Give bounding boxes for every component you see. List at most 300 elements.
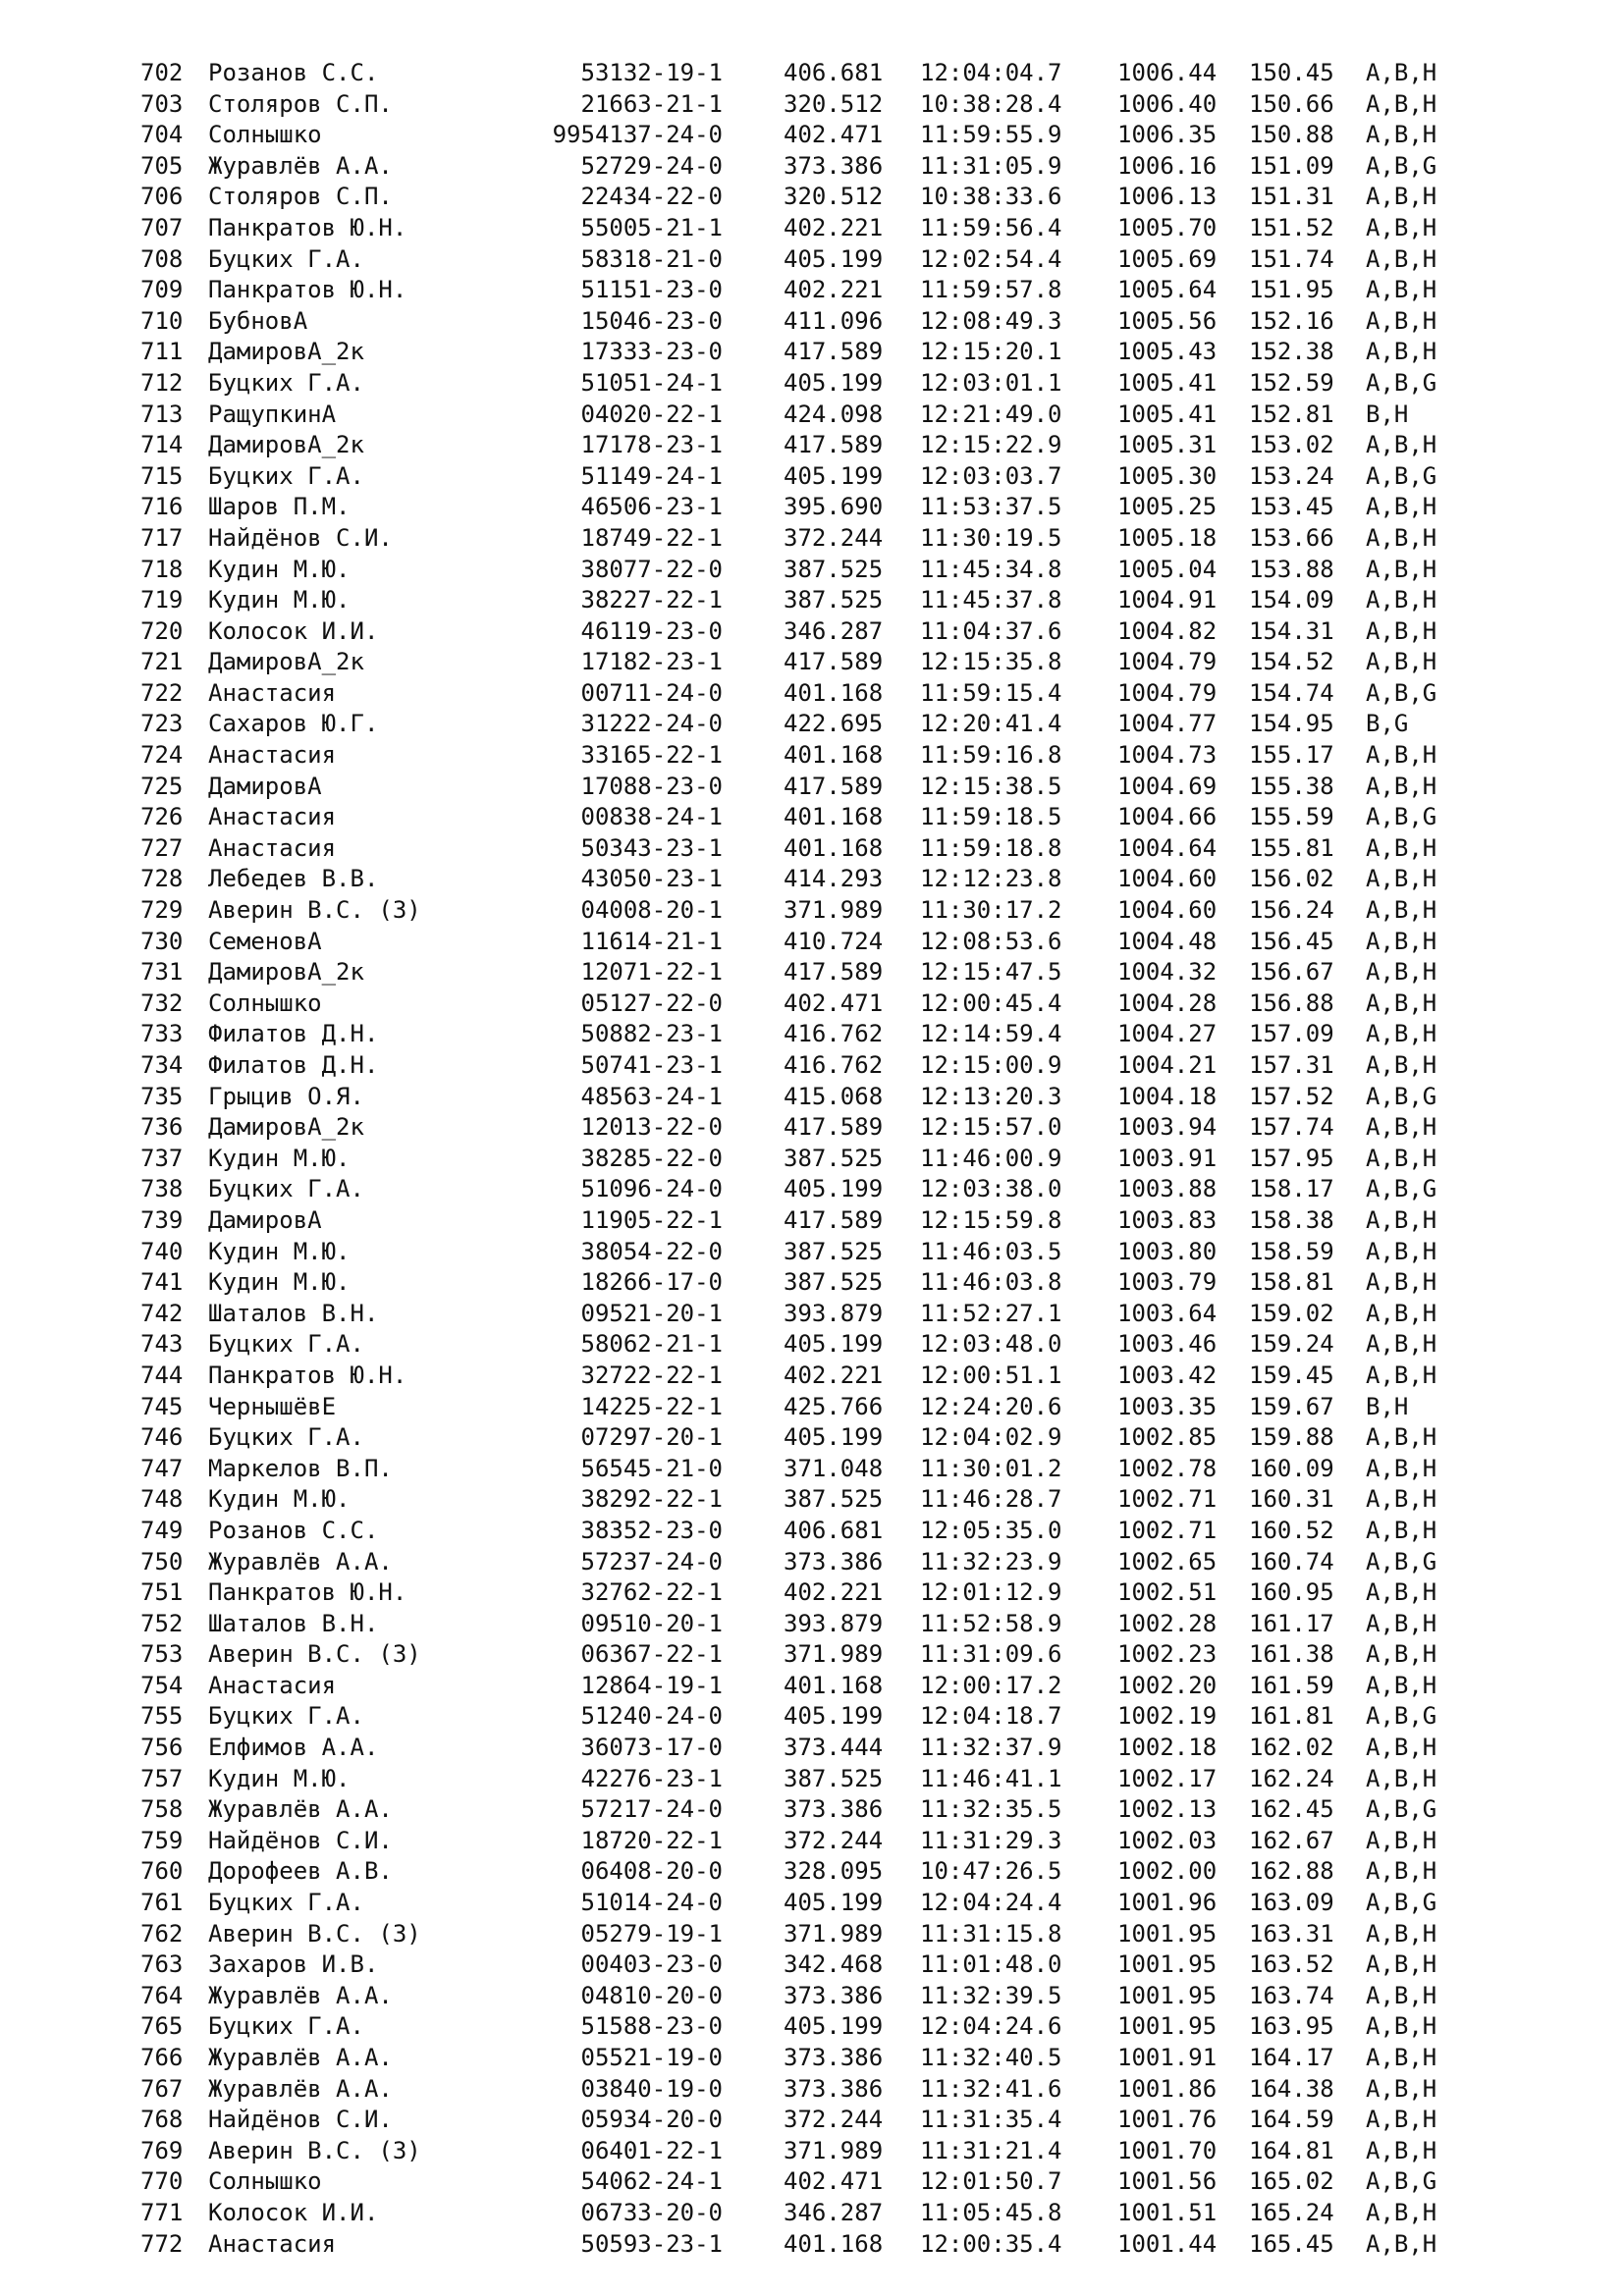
ring-number: 04020-22-1 <box>580 400 723 428</box>
coefficient: 164.17 <box>1249 2044 1334 2071</box>
entry-number: 761 <box>140 1889 184 1917</box>
fancier-name: Журавлёв А.А. <box>208 1547 393 1575</box>
classes: A,B,H <box>1366 2136 1437 2164</box>
speed: 1003.35 <box>1117 1392 1218 1420</box>
coefficient: 159.45 <box>1249 1361 1334 1389</box>
classes: A,B,H <box>1366 2198 1437 2226</box>
speed: 1006.16 <box>1117 151 1218 180</box>
fancier-name: ЧернышёвЕ <box>208 1392 337 1420</box>
distance: 372.244 <box>784 1826 884 1854</box>
arrival-time: 12:12:23.8 <box>920 865 1062 893</box>
arrival-time: 11:05:45.8 <box>920 2198 1062 2226</box>
speed: 1004.82 <box>1117 616 1218 645</box>
distance: 401.168 <box>784 741 884 770</box>
result-row <box>0 2011 1624 2043</box>
ring-number: 06401-22-1 <box>580 2136 723 2164</box>
entry-number: 757 <box>140 1764 184 1792</box>
entry-number: 745 <box>140 1392 184 1420</box>
coefficient: 155.81 <box>1249 833 1334 862</box>
result-row <box>0 1267 1624 1299</box>
entry-number: 716 <box>140 493 184 521</box>
ring-number: 06367-22-1 <box>580 1640 723 1669</box>
classes: A,B,G <box>1366 1175 1437 1203</box>
fancier-name: Кудин М.Ю. <box>208 1764 351 1792</box>
coefficient: 157.74 <box>1249 1113 1334 1142</box>
distance: 410.724 <box>784 927 884 955</box>
fancier-name: Анастасия <box>208 678 337 707</box>
arrival-time: 11:31:29.3 <box>920 1826 1062 1854</box>
fancier-name: Кудин М.Ю. <box>208 1237 351 1265</box>
arrival-time: 12:04:24.4 <box>920 1889 1062 1917</box>
ring-number: 38292-22-1 <box>580 1485 723 1514</box>
coefficient: 150.88 <box>1249 121 1334 149</box>
classes: A,B,H <box>1366 1205 1437 1234</box>
classes: A,B,H <box>1366 1671 1437 1699</box>
entry-number: 765 <box>140 2012 184 2041</box>
ring-number: 22434-22-0 <box>580 183 723 211</box>
coefficient: 154.74 <box>1249 678 1334 707</box>
fancier-name: Аверин В.С. (З) <box>208 2136 421 2164</box>
arrival-time: 11:45:34.8 <box>920 555 1062 583</box>
ring-number: 55005-21-1 <box>580 213 723 241</box>
result-row <box>0 1856 1624 1888</box>
result-row <box>0 58 1624 89</box>
fancier-name: Филатов Д.Н. <box>208 1020 379 1048</box>
result-row <box>0 1454 1624 1485</box>
classes: A,B,H <box>1366 2074 1437 2103</box>
distance: 416.762 <box>784 1051 884 1079</box>
distance: 346.287 <box>784 2198 884 2226</box>
speed: 1003.46 <box>1117 1330 1218 1359</box>
arrival-time: 12:04:24.6 <box>920 2012 1062 2041</box>
fancier-name: Солнышко <box>208 121 322 149</box>
fancier-name: Дорофеев А.В. <box>208 1857 393 1886</box>
speed: 1004.77 <box>1117 710 1218 738</box>
classes: A,B,H <box>1366 741 1437 770</box>
ring-number: 51240-24-0 <box>580 1702 723 1731</box>
arrival-time: 12:15:00.9 <box>920 1051 1062 1079</box>
coefficient: 152.38 <box>1249 338 1334 366</box>
arrival-time: 11:46:00.9 <box>920 1144 1062 1172</box>
ring-number: 38227-22-1 <box>580 586 723 614</box>
entry-number: 731 <box>140 958 184 987</box>
entry-number: 754 <box>140 1671 184 1699</box>
coefficient: 163.31 <box>1249 1919 1334 1948</box>
ring-number: 50343-23-1 <box>580 833 723 862</box>
speed: 1006.44 <box>1117 59 1218 86</box>
ring-number: 58318-21-0 <box>580 244 723 273</box>
distance: 393.879 <box>784 1299 884 1327</box>
entry-number: 760 <box>140 1857 184 1886</box>
entry-number: 762 <box>140 1919 184 1948</box>
ring-number: 12071-22-1 <box>580 958 723 987</box>
arrival-time: 12:04:02.9 <box>920 1423 1062 1452</box>
ring-number: 53132-19-1 <box>580 59 723 86</box>
entry-number: 743 <box>140 1330 184 1359</box>
arrival-time: 12:03:03.7 <box>920 461 1062 490</box>
ring-number: 00711-24-0 <box>580 678 723 707</box>
speed: 1004.91 <box>1117 586 1218 614</box>
speed: 1005.31 <box>1117 431 1218 459</box>
result-row <box>0 1826 1624 1857</box>
entry-number: 723 <box>140 710 184 738</box>
fancier-name: Филатов Д.Н. <box>208 1051 379 1079</box>
entry-number: 749 <box>140 1516 184 1544</box>
speed: 1002.71 <box>1117 1485 1218 1514</box>
result-row <box>0 2166 1624 2198</box>
distance: 387.525 <box>784 555 884 583</box>
entry-number: 729 <box>140 896 184 925</box>
classes: A,B,H <box>1366 431 1437 459</box>
entry-number: 713 <box>140 400 184 428</box>
ring-number: 06733-20-0 <box>580 2198 723 2226</box>
coefficient: 160.52 <box>1249 1516 1334 1544</box>
distance: 387.525 <box>784 586 884 614</box>
fancier-name: Панкратов Ю.Н. <box>208 276 407 304</box>
classes: A,B,H <box>1366 555 1437 583</box>
arrival-time: 12:15:57.0 <box>920 1113 1062 1142</box>
coefficient: 158.17 <box>1249 1175 1334 1203</box>
classes: B,G <box>1366 710 1409 738</box>
ring-number: 54062-24-1 <box>580 2167 723 2196</box>
distance: 387.525 <box>784 1268 884 1297</box>
ring-number: 52729-24-0 <box>580 151 723 180</box>
speed: 1004.69 <box>1117 772 1218 800</box>
result-row <box>0 1764 1624 1795</box>
ring-number: 05934-20-0 <box>580 2106 723 2134</box>
distance: 406.681 <box>784 1516 884 1544</box>
ring-number: 17182-23-1 <box>580 648 723 676</box>
arrival-time: 12:01:50.7 <box>920 2167 1062 2196</box>
arrival-time: 11:32:35.5 <box>920 1795 1062 1824</box>
classes: A,B,H <box>1366 2106 1437 2134</box>
classes: A,B,H <box>1366 1299 1437 1327</box>
coefficient: 152.16 <box>1249 306 1334 335</box>
arrival-time: 12:15:59.8 <box>920 1205 1062 1234</box>
coefficient: 159.02 <box>1249 1299 1334 1327</box>
arrival-time: 12:00:45.4 <box>920 988 1062 1017</box>
entry-number: 748 <box>140 1485 184 1514</box>
ring-number: 51149-24-1 <box>580 461 723 490</box>
classes: A,B,H <box>1366 1857 1437 1886</box>
speed: 1002.28 <box>1117 1609 1218 1637</box>
ring-number: 33165-22-1 <box>580 741 723 770</box>
result-row <box>0 678 1624 710</box>
ring-number: 05127-22-0 <box>580 988 723 1017</box>
entry-number: 756 <box>140 1734 184 1762</box>
result-row <box>0 957 1624 988</box>
entry-number: 709 <box>140 276 184 304</box>
coefficient: 157.95 <box>1249 1144 1334 1172</box>
coefficient: 161.17 <box>1249 1609 1334 1637</box>
ring-number: 46119-23-0 <box>580 616 723 645</box>
arrival-time: 12:05:35.0 <box>920 1516 1062 1544</box>
entry-number: 746 <box>140 1423 184 1452</box>
fancier-name: Найдёнов С.И. <box>208 523 393 552</box>
fancier-name: Буцких Г.А. <box>208 368 364 397</box>
ring-number: 17088-23-0 <box>580 772 723 800</box>
speed: 1003.94 <box>1117 1113 1218 1142</box>
ring-number: 50882-23-1 <box>580 1020 723 1048</box>
distance: 417.589 <box>784 431 884 459</box>
arrival-time: 12:15:20.1 <box>920 338 1062 366</box>
fancier-name: Буцких Г.А. <box>208 2012 364 2041</box>
classes: A,B,H <box>1366 1950 1437 1979</box>
entry-number: 758 <box>140 1795 184 1824</box>
fancier-name: Журавлёв А.А. <box>208 1981 393 2009</box>
classes: A,B,H <box>1366 89 1437 118</box>
arrival-time: 11:59:57.8 <box>920 276 1062 304</box>
fancier-name: Буцких Г.А. <box>208 1702 364 1731</box>
arrival-time: 12:15:38.5 <box>920 772 1062 800</box>
speed: 1003.80 <box>1117 1237 1218 1265</box>
fancier-name: Журавлёв А.А. <box>208 151 393 180</box>
arrival-time: 11:59:16.8 <box>920 741 1062 770</box>
fancier-name: Аверин В.С. (З) <box>208 896 421 925</box>
fancier-name: Елфимов А.А. <box>208 1734 379 1762</box>
speed: 1004.60 <box>1117 896 1218 925</box>
entry-number: 767 <box>140 2074 184 2103</box>
classes: A,B,G <box>1366 151 1437 180</box>
coefficient: 162.24 <box>1249 1764 1334 1792</box>
speed: 1004.21 <box>1117 1051 1218 1079</box>
entry-number: 718 <box>140 555 184 583</box>
classes: A,B,H <box>1366 1485 1437 1514</box>
fancier-name: Найдёнов С.И. <box>208 2106 393 2134</box>
entry-number: 720 <box>140 616 184 645</box>
arrival-time: 11:32:37.9 <box>920 1734 1062 1762</box>
arrival-time: 11:53:37.5 <box>920 493 1062 521</box>
classes: A,B,G <box>1366 2167 1437 2196</box>
entry-number: 717 <box>140 523 184 552</box>
speed: 1005.56 <box>1117 306 1218 335</box>
ring-number: 9954137-24-0 <box>552 121 723 149</box>
result-row <box>0 555 1624 586</box>
coefficient: 158.38 <box>1249 1205 1334 1234</box>
arrival-time: 12:04:04.7 <box>920 59 1062 86</box>
result-row <box>0 1949 1624 1981</box>
entry-number: 706 <box>140 183 184 211</box>
result-row <box>0 1919 1624 1950</box>
speed: 1005.69 <box>1117 244 1218 273</box>
entry-number: 725 <box>140 772 184 800</box>
ring-number: 17333-23-0 <box>580 338 723 366</box>
speed: 1003.83 <box>1117 1205 1218 1234</box>
distance: 417.589 <box>784 338 884 366</box>
result-row <box>0 523 1624 555</box>
coefficient: 163.52 <box>1249 1950 1334 1979</box>
result-row <box>0 1422 1624 1454</box>
fancier-name: Солнышко <box>208 988 322 1017</box>
ring-number: 38054-22-0 <box>580 1237 723 1265</box>
entry-number: 711 <box>140 338 184 366</box>
classes: A,B,G <box>1366 1702 1437 1731</box>
ring-number: 32762-22-1 <box>580 1578 723 1607</box>
result-row <box>0 2198 1624 2229</box>
result-row <box>0 1299 1624 1330</box>
ring-number: 12013-22-0 <box>580 1113 723 1142</box>
result-row <box>0 1794 1624 1826</box>
distance: 395.690 <box>784 493 884 521</box>
speed: 1001.56 <box>1117 2167 1218 2196</box>
result-row <box>0 2229 1624 2261</box>
fancier-name: БубновА <box>208 306 308 335</box>
result-row <box>0 895 1624 927</box>
coefficient: 156.88 <box>1249 988 1334 1017</box>
entry-number: 752 <box>140 1609 184 1637</box>
arrival-time: 11:04:37.6 <box>920 616 1062 645</box>
ring-number: 21663-21-1 <box>580 89 723 118</box>
entry-number: 768 <box>140 2106 184 2134</box>
ring-number: 18749-22-1 <box>580 523 723 552</box>
entry-number: 772 <box>140 2229 184 2258</box>
result-row <box>0 709 1624 740</box>
fancier-name: Панкратов Ю.Н. <box>208 1578 407 1607</box>
ring-number: 05521-19-0 <box>580 2044 723 2071</box>
coefficient: 158.81 <box>1249 1268 1334 1297</box>
fancier-name: Колосок И.И. <box>208 616 379 645</box>
result-row <box>0 151 1624 183</box>
distance: 371.989 <box>784 896 884 925</box>
result-row <box>0 1609 1624 1640</box>
fancier-name: Найдёнов С.И. <box>208 1826 393 1854</box>
ring-number: 56545-21-0 <box>580 1454 723 1482</box>
distance: 405.199 <box>784 244 884 273</box>
coefficient: 161.81 <box>1249 1702 1334 1731</box>
speed: 1002.20 <box>1117 1671 1218 1699</box>
entry-number: 741 <box>140 1268 184 1297</box>
distance: 417.589 <box>784 1205 884 1234</box>
arrival-time: 12:02:54.4 <box>920 244 1062 273</box>
arrival-time: 11:01:48.0 <box>920 1950 1062 1979</box>
speed: 1002.19 <box>1117 1702 1218 1731</box>
result-row <box>0 1050 1624 1082</box>
classes: A,B,H <box>1366 276 1437 304</box>
classes: A,B,H <box>1366 183 1437 211</box>
entry-number: 732 <box>140 988 184 1017</box>
distance: 405.199 <box>784 461 884 490</box>
result-row <box>0 647 1624 678</box>
classes: A,B,H <box>1366 1578 1437 1607</box>
fancier-name: ДамировА <box>208 1205 322 1234</box>
distance: 402.221 <box>784 276 884 304</box>
speed: 1003.79 <box>1117 1268 1218 1297</box>
fancier-name: Захаров И.В. <box>208 1950 379 1979</box>
entry-number: 766 <box>140 2044 184 2071</box>
ring-number: 36073-17-0 <box>580 1734 723 1762</box>
ring-number: 57237-24-0 <box>580 1547 723 1575</box>
fancier-name: Шаталов В.Н. <box>208 1299 379 1327</box>
result-row <box>0 1237 1624 1268</box>
arrival-time: 12:15:35.8 <box>920 648 1062 676</box>
fancier-name: Анастасия <box>208 2229 337 2258</box>
coefficient: 162.88 <box>1249 1857 1334 1886</box>
result-row <box>0 1392 1624 1423</box>
classes: A,B,H <box>1366 1051 1437 1079</box>
result-row <box>0 1516 1624 1547</box>
fancier-name: Буцких Г.А. <box>208 244 364 273</box>
arrival-time: 12:01:12.9 <box>920 1578 1062 1607</box>
speed: 1006.35 <box>1117 121 1218 149</box>
coefficient: 153.24 <box>1249 461 1334 490</box>
distance: 417.589 <box>784 772 884 800</box>
arrival-time: 11:59:55.9 <box>920 121 1062 149</box>
distance: 406.681 <box>784 59 884 86</box>
arrival-time: 12:00:35.4 <box>920 2229 1062 2258</box>
distance: 401.168 <box>784 803 884 831</box>
classes: A,B,H <box>1366 2012 1437 2041</box>
result-row <box>0 213 1624 244</box>
speed: 1001.51 <box>1117 2198 1218 2226</box>
fancier-name: Буцких Г.А. <box>208 1889 364 1917</box>
speed: 1001.91 <box>1117 2044 1218 2071</box>
distance: 371.989 <box>784 1919 884 1948</box>
speed: 1001.95 <box>1117 2012 1218 2041</box>
arrival-time: 12:08:53.6 <box>920 927 1062 955</box>
entry-number: 737 <box>140 1144 184 1172</box>
coefficient: 163.95 <box>1249 2012 1334 2041</box>
distance: 411.096 <box>784 306 884 335</box>
speed: 1004.48 <box>1117 927 1218 955</box>
classes: A,B,G <box>1366 368 1437 397</box>
result-row <box>0 2074 1624 2106</box>
classes: A,B,G <box>1366 803 1437 831</box>
distance: 402.471 <box>784 2167 884 2196</box>
coefficient: 165.02 <box>1249 2167 1334 2196</box>
entry-number: 771 <box>140 2198 184 2226</box>
classes: A,B,H <box>1366 1826 1437 1854</box>
result-row <box>0 864 1624 895</box>
entry-number: 755 <box>140 1702 184 1731</box>
classes: A,B,H <box>1366 306 1437 335</box>
entry-number: 769 <box>140 2136 184 2164</box>
entry-number: 759 <box>140 1826 184 1854</box>
ring-number: 09510-20-1 <box>580 1609 723 1637</box>
arrival-time: 11:32:23.9 <box>920 1547 1062 1575</box>
classes: A,B,H <box>1366 648 1437 676</box>
ring-number: 48563-24-1 <box>580 1082 723 1110</box>
speed: 1002.85 <box>1117 1423 1218 1452</box>
fancier-name: РащупкинА <box>208 400 337 428</box>
entry-number: 753 <box>140 1640 184 1669</box>
arrival-time: 12:14:59.4 <box>920 1020 1062 1048</box>
coefficient: 163.74 <box>1249 1981 1334 2009</box>
classes: A,B,H <box>1366 2229 1437 2258</box>
ring-number: 04008-20-1 <box>580 896 723 925</box>
result-row <box>0 740 1624 772</box>
ring-number: 32722-22-1 <box>580 1361 723 1389</box>
fancier-name: Журавлёв А.А. <box>208 2044 393 2071</box>
speed: 1005.18 <box>1117 523 1218 552</box>
speed: 1001.70 <box>1117 2136 1218 2164</box>
coefficient: 159.88 <box>1249 1423 1334 1452</box>
coefficient: 162.67 <box>1249 1826 1334 1854</box>
arrival-time: 12:20:41.4 <box>920 710 1062 738</box>
ring-number: 51096-24-0 <box>580 1175 723 1203</box>
ring-number: 46506-23-1 <box>580 493 723 521</box>
ring-number: 00403-23-0 <box>580 1950 723 1979</box>
arrival-time: 11:46:03.8 <box>920 1268 1062 1297</box>
classes: A,B,H <box>1366 121 1437 149</box>
speed: 1004.32 <box>1117 958 1218 987</box>
distance: 402.221 <box>784 213 884 241</box>
fancier-name: Столяров С.П. <box>208 183 393 211</box>
classes: A,B,H <box>1366 616 1437 645</box>
coefficient: 151.95 <box>1249 276 1334 304</box>
ring-number: 51151-23-0 <box>580 276 723 304</box>
fancier-name: ДамировА_2к <box>208 958 364 987</box>
result-row <box>0 1701 1624 1733</box>
